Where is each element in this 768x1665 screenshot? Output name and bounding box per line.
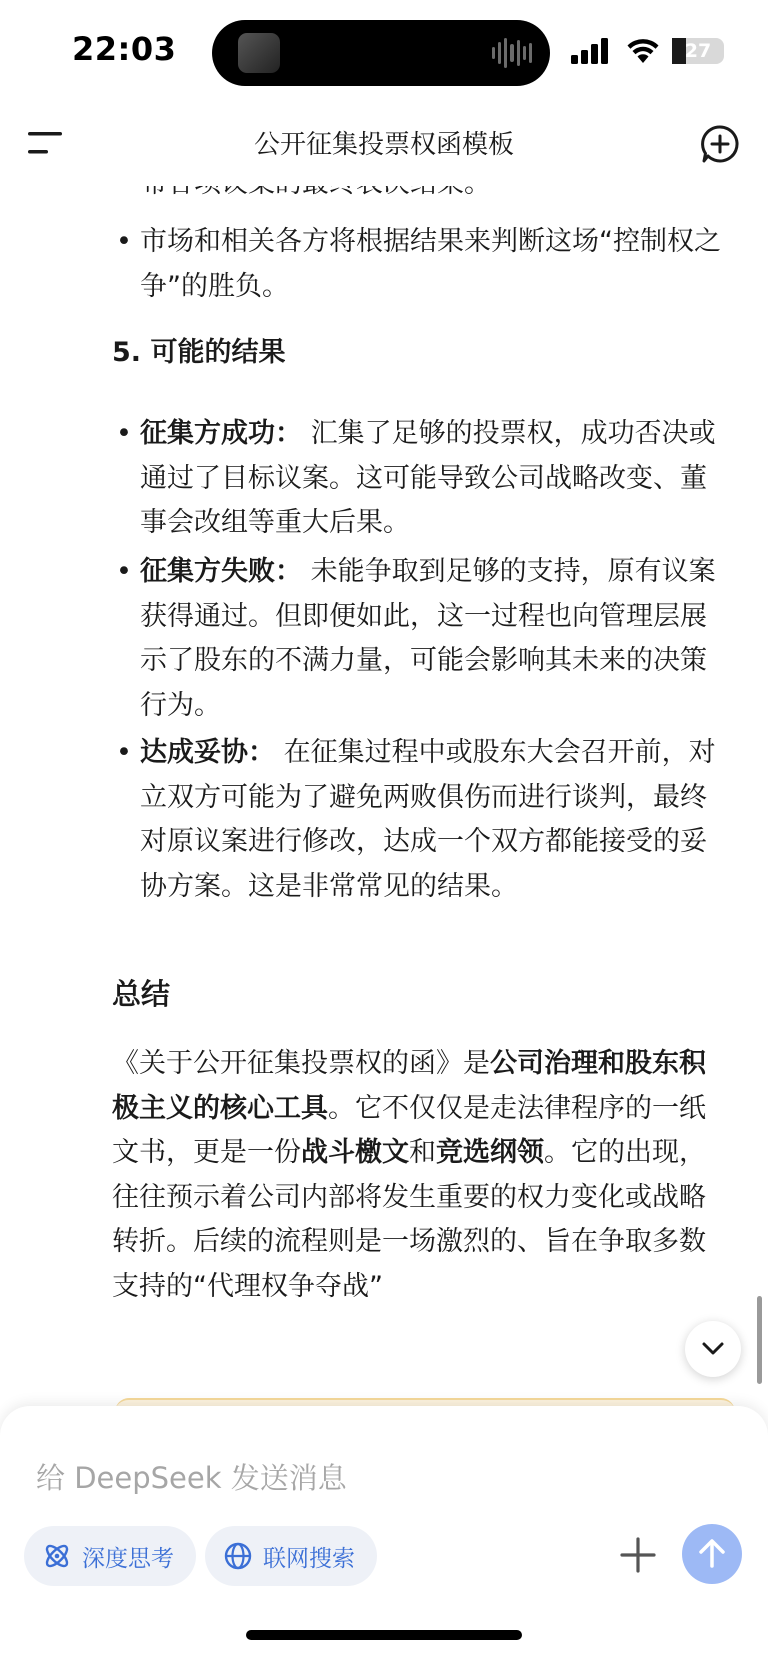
message-input[interactable]: 给 DeepSeek 发送消息 (36, 1461, 347, 1495)
app-header (0, 100, 768, 186)
page-title: 公开征集投票权函模板 (253, 130, 514, 160)
dynamic-island[interactable] (212, 20, 550, 86)
summary-heading: 总结 (112, 977, 171, 1011)
battery-icon (672, 38, 724, 64)
home-indicator (246, 1630, 522, 1640)
atom-icon (42, 1541, 72, 1571)
summary-text: 。它不仅仅是走法律程序的一纸文书，更是一份 (112, 1092, 706, 1168)
cellular-signal-icon (571, 38, 611, 64)
section-heading: 5. 可能的结果 (112, 337, 286, 368)
send-button[interactable] (682, 1524, 742, 1584)
audio-waveform-icon (492, 36, 532, 70)
bullet-dot: • (116, 418, 132, 449)
list-item (112, 731, 732, 909)
summary-text: 。它的出现，往往预示着公司内部将发生重要的权力变化或战略转折。后续的流程则是一场激烈的、旨在争取多数支持的“代理权争夺战” (112, 1137, 706, 1302)
list-item-text (112, 412, 732, 546)
summary-text: 《关于公开征集投票权的函》是 (112, 1048, 490, 1079)
message-composer (0, 1406, 768, 1665)
summary-bold: 公司治理和股东积极主义的核心工具 (112, 1048, 706, 1124)
battery-level: 27 (684, 40, 712, 62)
web-search-toggle[interactable] (205, 1526, 377, 1586)
list-item-body: 汇集了足够的投票权，成功否决或通过了目标议案。这可能导致公司战略改变、董事会改组等重大后果。 (140, 418, 716, 538)
bullet-dot: • (116, 737, 132, 768)
list-item (112, 412, 732, 546)
wifi-icon (626, 36, 660, 64)
summary-bold: 竞选纲领 (436, 1137, 544, 1168)
plus-icon[interactable] (616, 1533, 660, 1577)
list-item-text (112, 731, 732, 909)
status-bar (0, 0, 768, 100)
list-item-bold: 征集方失败： (140, 556, 302, 587)
web-search-label: 联网搜索 (263, 1545, 355, 1572)
list-item-bold: 征集方成功： (140, 418, 302, 449)
deep-think-toggle[interactable] (24, 1526, 196, 1586)
list-item-bold: 达成妥协： (140, 737, 275, 768)
scroll-down-button[interactable] (685, 1321, 741, 1377)
chevron-down-icon (701, 1339, 725, 1359)
bullet-dot: • (116, 556, 132, 587)
summary-bold: 战斗檄文 (301, 1137, 409, 1168)
list-item-body: 在征集过程中或股东大会召开前，对立双方可能为了避免两败俱伤而进行谈判，最终对原议案进行修改，达成一个双方都能接受的妥协方案。这是非常常见的结果。 (140, 737, 716, 902)
summary-text: 和 (409, 1137, 436, 1168)
arrow-up-icon (695, 1537, 729, 1571)
list-item-text (112, 550, 732, 728)
bullet-dot: • (116, 226, 132, 257)
list-item (112, 220, 732, 309)
now-playing-artwork (238, 33, 280, 73)
list-item-body: 未能争取到足够的支持，原有议案获得通过。但即便如此，这一过程也向管理层展示了股东的不满力量，可能会影响其未来的决策行为。 (140, 556, 716, 721)
new-chat-icon[interactable] (700, 124, 740, 164)
list-item (112, 550, 732, 728)
deep-think-label: 深度思考 (82, 1545, 174, 1572)
status-time: 22:03 (72, 30, 177, 68)
summary-paragraph (112, 1042, 724, 1309)
chat-message-content (0, 186, 768, 1406)
globe-icon (223, 1541, 253, 1571)
list-item-text: 市场和相关各方将根据结果来判断这场“控制权之争”的胜负。 (140, 226, 721, 302)
scrollbar[interactable] (757, 1296, 762, 1384)
